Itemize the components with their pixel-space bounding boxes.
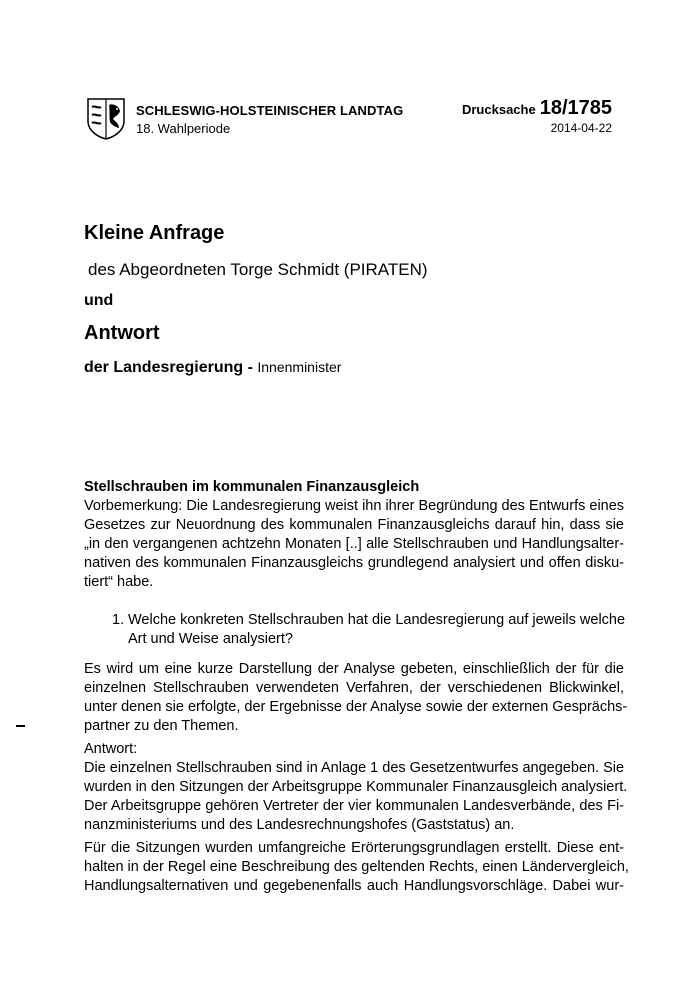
answer-label: Antwort:	[84, 741, 138, 757]
government-line	[84, 359, 341, 377]
text-line: Es wird um eine kurze Darstellung der Analyse gebeten, einschließlich der für die	[84, 661, 624, 677]
text-line: unter denen sie erfolgte, der Ergebnisse der Analyse sowie der externen Gesprächs-	[84, 699, 628, 715]
asker-line: des Abgeordneten Torge Schmidt (PIRATEN)	[88, 260, 428, 279]
text-line: Art und Weise analysiert?	[128, 631, 293, 647]
text-line: Vorbemerkung: Die Landesregierung weist ihn ihrer Begründung des Entwurfs eines	[84, 498, 625, 514]
text-line: Der Arbeitsgruppe gehören Vertreter der vier kommunalen Landesverbände, des Fi-	[84, 798, 624, 814]
coat-of-arms-icon	[86, 97, 126, 140]
document-number: 18/1785	[539, 97, 612, 119]
conjunction: und	[84, 292, 114, 309]
text-line: „in den vergangenen achtzehn Monaten [..] alle Stellschrauben und Handlungsalter-	[84, 536, 624, 552]
text-line: halten in der Regel eine Beschreibung des geltenden Rechts, einen Ländervergleich,	[84, 859, 629, 875]
text-line: nanzministeriums und des Landesrechnungshofes (Gaststatus) an.	[84, 817, 515, 833]
government-label: der Landesregierung -	[84, 359, 258, 376]
text-line: tiert“ habe.	[84, 574, 154, 590]
margin-mark	[16, 725, 25, 727]
question-number: 1.	[112, 612, 125, 628]
document-type-title: Kleine Anfrage	[84, 222, 225, 244]
answer-paragraph	[84, 759, 628, 835]
ministry-name: Innenminister	[257, 359, 342, 375]
text-line: Welche konkreten Stellschrauben hat die Landesregierung auf jeweils welche	[128, 612, 626, 628]
text-line: nativen des kommunalen Finanzausgleichs grundlegend analysiert und offen disku-	[84, 555, 624, 571]
preliminary-remark	[84, 497, 624, 592]
text-line: Für die Sitzungen wurden umfangreiche Erörterungsgrundlagen erstellt. Diese ent-	[84, 840, 624, 856]
text-line: Die einzelnen Stellschrauben sind in Anlage 1 des Gesetzentwurfes angegeben. Sie	[84, 760, 625, 776]
text-line: einzelnen Stellschrauben verwendeten Verfahren, der verschiedenen Blickwinkel,	[84, 680, 624, 696]
question-text	[128, 611, 624, 649]
parliament-name: SCHLESWIG-HOLSTEINISCHER LANDTAG	[136, 103, 404, 118]
document-date: 2014-04-22	[550, 121, 612, 135]
text-line: Gesetzes zur Neuordnung des kommunalen Finanzausgleichs darauf hin, dass sie	[84, 517, 624, 533]
answer-title: Antwort	[84, 322, 160, 344]
text-line: Handlungsalternativen und gegebenenfalls auch Handlungsvorschläge. Dabei wur-	[84, 878, 624, 894]
request-paragraph	[84, 660, 628, 736]
document-label: Drucksache	[461, 102, 536, 117]
legislative-period: 18. Wahlperiode	[136, 121, 231, 136]
document-number-block	[462, 97, 612, 120]
text-line: wurden in den Sitzungen der Arbeitsgruppe Kommunaler Finanzausgleich analysiert.	[84, 779, 628, 795]
section-heading: Stellschrauben im kommunalen Finanzausgleich	[84, 479, 420, 495]
sessions-paragraph	[84, 839, 629, 896]
text-line: partner zu den Themen.	[84, 718, 239, 734]
